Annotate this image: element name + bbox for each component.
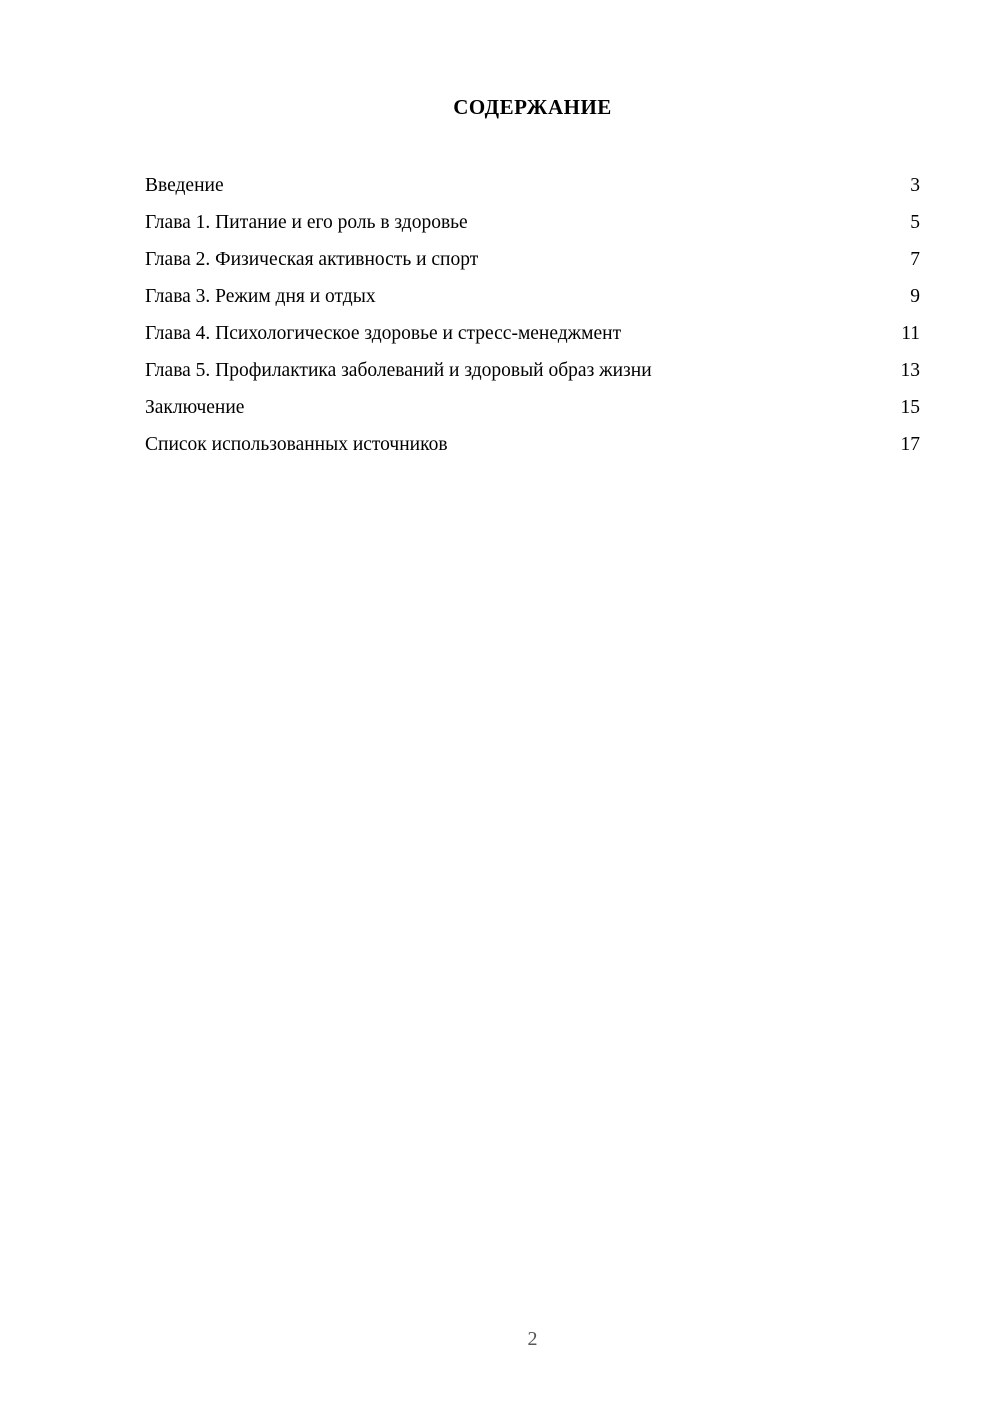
toc-entry-label: Глава 3. Режим дня и отдых bbox=[145, 286, 376, 307]
toc-row bbox=[145, 352, 920, 389]
toc-entry-page-number: 5 bbox=[910, 212, 920, 233]
toc-entry-page-number: 17 bbox=[900, 434, 920, 455]
page-content bbox=[145, 0, 920, 463]
toc-entry-label: Глава 1. Питание и его роль в здоровье bbox=[145, 212, 468, 233]
toc-entry-page-number: 7 bbox=[910, 249, 920, 270]
toc-row bbox=[145, 389, 920, 426]
toc-entry-label: Список использованных источников bbox=[145, 434, 448, 455]
toc-entry-label: Глава 4. Психологическое здоровье и стресс-менеджмент bbox=[145, 323, 622, 344]
toc-entry-page-number: 13 bbox=[900, 360, 920, 381]
toc-row bbox=[145, 426, 920, 463]
toc-row bbox=[145, 167, 920, 204]
toc-row bbox=[145, 278, 920, 315]
toc-row bbox=[145, 315, 920, 352]
toc-entry-label: Глава 2. Физическая активность и спорт bbox=[145, 249, 479, 270]
page-title: СОДЕРЖАНИЕ bbox=[453, 95, 612, 119]
toc-entry-page-number: 15 bbox=[900, 397, 920, 418]
footer-page-number: 2 bbox=[527, 1328, 538, 1350]
toc-entry-page-number: 3 bbox=[910, 175, 920, 196]
toc-row bbox=[145, 204, 920, 241]
toc-list bbox=[145, 167, 920, 463]
toc-entry-label: Введение bbox=[145, 175, 224, 196]
toc-entry-page-number: 9 bbox=[910, 286, 920, 307]
toc-entry-page-number: 11 bbox=[901, 323, 920, 344]
toc-row bbox=[145, 241, 920, 278]
toc-entry-label: Глава 5. Профилактика заболеваний и здоровый образ жизни bbox=[145, 360, 652, 381]
toc-entry-label: Заключение bbox=[145, 397, 245, 418]
